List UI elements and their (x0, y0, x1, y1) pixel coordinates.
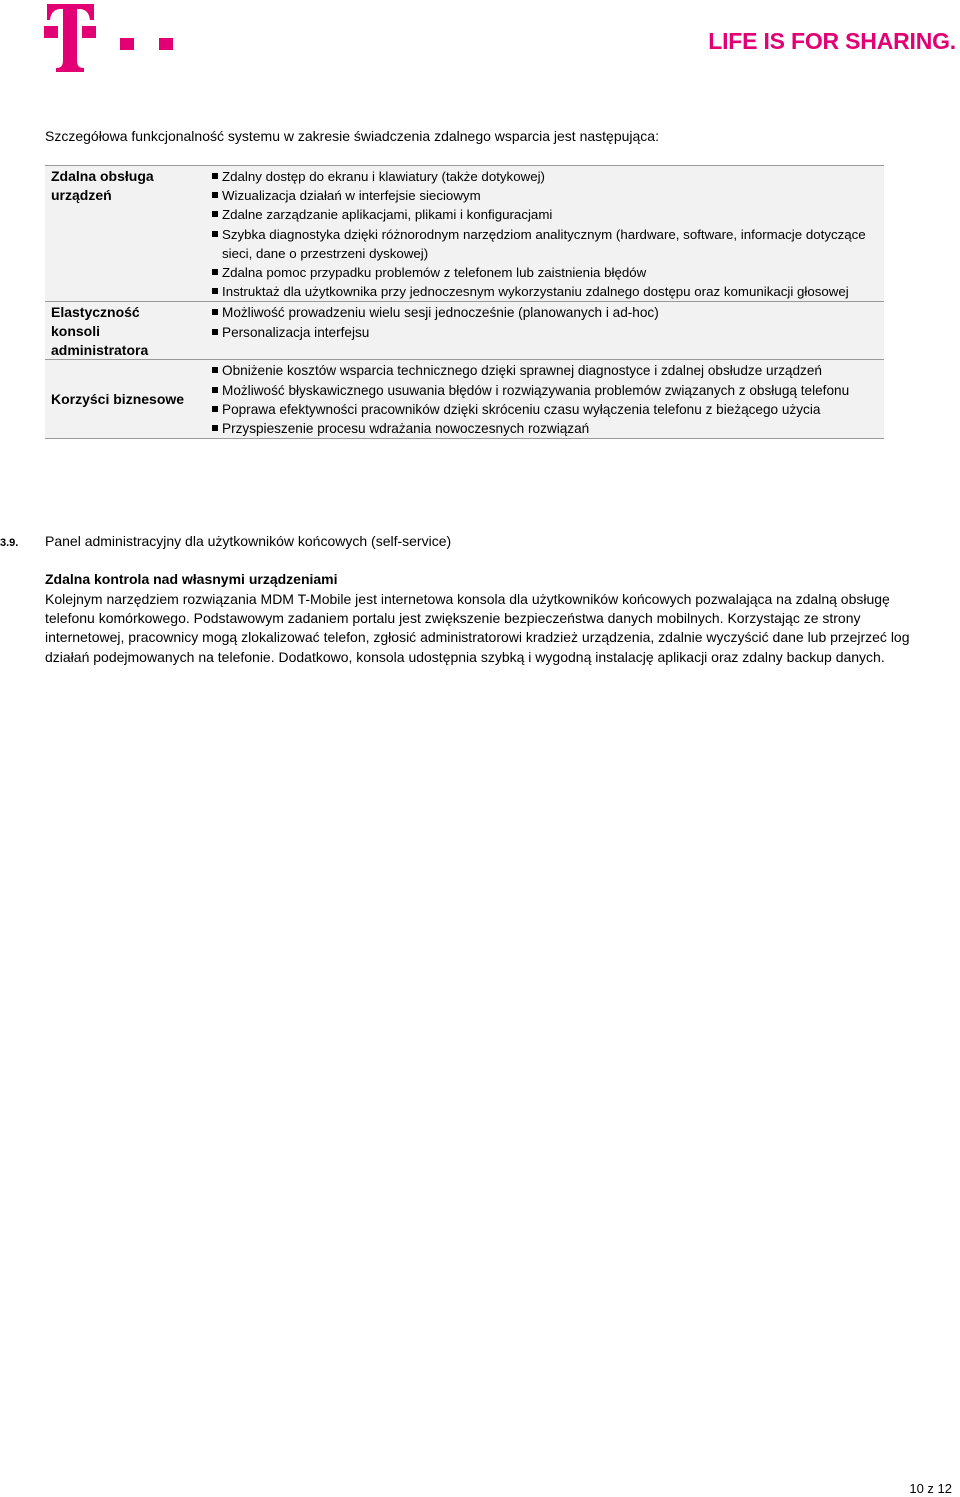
bullet-icon (192, 167, 222, 186)
bullet-icon (192, 361, 222, 380)
row-content (192, 360, 884, 438)
bullet-icon (192, 323, 222, 342)
list-item: Obniżenie kosztów wsparcia technicznego dzięki sprawnej diagnostyce i zdalnej obsłudze urządzeń (192, 361, 884, 380)
section-paragraph: Kolejnym narzędziem rozwiązania MDM T-Mobile jest internetowa konsola dla użytkowników końcowych pozwalająca na zdalną obsługę telefonu komórkowego. Podstawowym zadaniem portalu jest zwiększenie bezpieczeństwa danych mobilnych. Korzystając ze strony internetowej, pracownicy mogą zlokalizować telefon, zgłosić administratorowi kradzież urządzenia, zdalnie wyczyścić dane lub przejrzeć log działań podejmowanych na telefonie. Dodatkowo, konsola udostępnia szybką i wygodną instalację aplikacji oraz zdalny backup danych. (45, 591, 910, 665)
section-number: 3.9. (0, 537, 19, 549)
bullet-icon (192, 225, 222, 263)
list-item: Zdalna pomoc przypadku problemów z telefonem lub zaistnienia błędów (192, 263, 884, 282)
list-item: Szybka diagnostyka dzięki różnorodnym narzędziom analitycznym (hardware, software, informacje dotyczące sieci, dane o przestrzeni dyskowej) (192, 225, 884, 263)
list-item: Poprawa efektywności pracowników dzięki skróceniu czasu wyłączenia telefonu z bieżącego użycia (192, 400, 884, 419)
features-table (45, 165, 884, 439)
bullet-icon (192, 282, 222, 301)
table-row (45, 359, 884, 439)
bullet-icon (192, 303, 222, 322)
row-label: Elastyczność konsoli administratora (45, 302, 192, 359)
bullet-icon (192, 205, 222, 224)
list-item: Wizualizacja działań w interfejsie sieciowym (192, 186, 884, 205)
t-mobile-logo (44, 4, 178, 72)
intro-text: Szczegółowa funkcjonalność systemu w zakresie świadczenia zdalnego wsparcia jest następująca: (45, 128, 659, 144)
section-heading (0, 533, 451, 549)
table-row (45, 165, 884, 301)
row-content (192, 302, 884, 359)
section-title: Panel administracyjny dla użytkowników końcowych (self-service) (45, 533, 452, 549)
row-label: Zdalna obsługa urządzeń (45, 166, 192, 301)
list-item: Zdalne zarządzanie aplikacjami, plikami i konfiguracjami (192, 205, 884, 224)
table-row (45, 301, 884, 359)
list-item: Instruktaż dla użytkownika przy jednoczesnym wykorzystaniu zdalnego dostępu oraz komunikacji głosowej (192, 282, 884, 301)
section-subtitle: Zdalna kontrola nad własnymi urządzeniami (45, 571, 338, 587)
list-item: Personalizacja interfejsu (192, 323, 884, 342)
list-item: Zdalny dostęp do ekranu i klawiatury (także dotykowej) (192, 167, 884, 186)
bullet-icon (192, 263, 222, 282)
bullet-icon (192, 400, 222, 419)
row-label: Korzyści biznesowe (45, 360, 192, 438)
bullet-icon (192, 419, 222, 438)
list-item: Możliwość prowadzeniu wielu sesji jednocześnie (planowanych i ad-hoc) (192, 303, 884, 322)
page-number: 10 z 12 (909, 1481, 952, 1496)
bullet-icon (192, 186, 222, 205)
list-item: Przyspieszenie procesu wdrażania nowoczesnych rozwiązań (192, 419, 884, 438)
list-item: Możliwość błyskawicznego usuwania błędów i rozwiązywania problemów związanych z obsługą telefonu (192, 381, 884, 400)
bullet-icon (192, 381, 222, 400)
brand-slogan: LIFE IS FOR SHARING. (708, 28, 956, 54)
row-content (192, 166, 884, 301)
